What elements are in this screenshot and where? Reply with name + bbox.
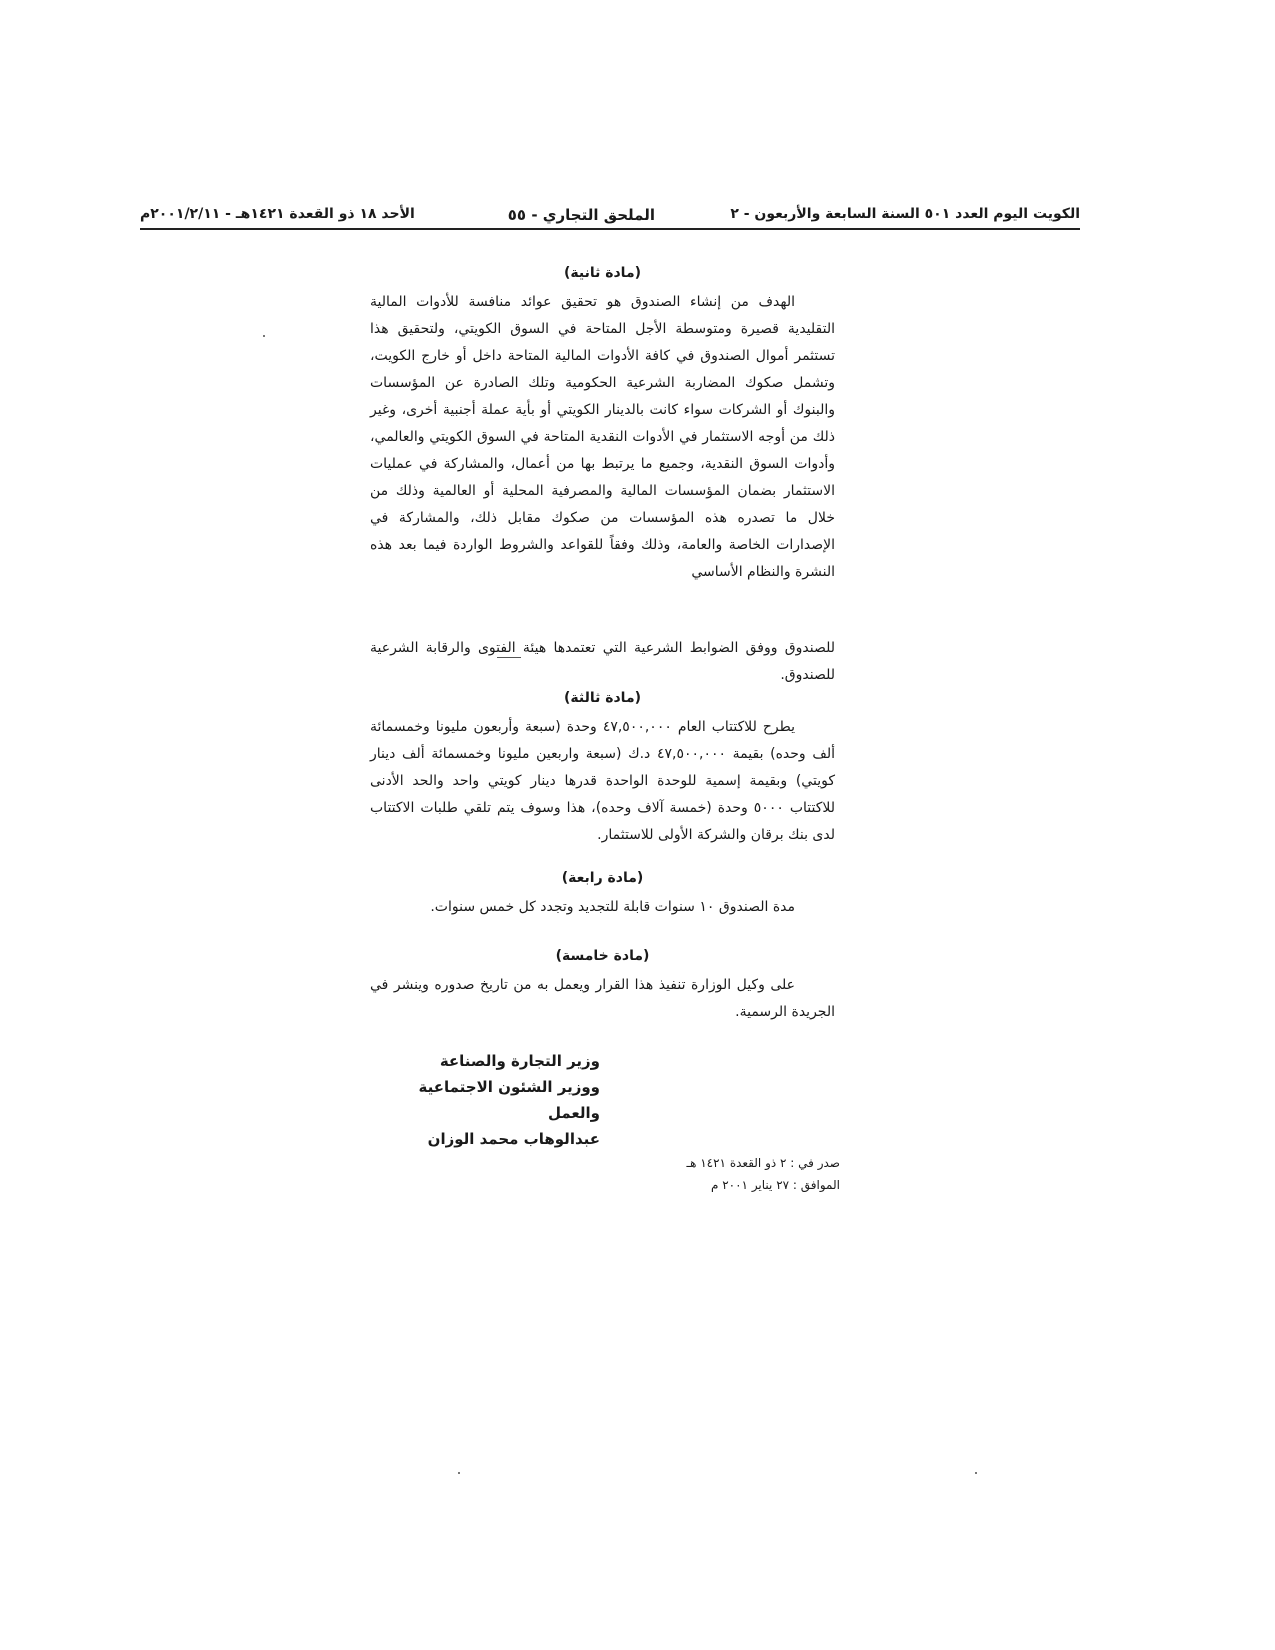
signature-name: عبدالوهاب محمد الوزان [427, 1130, 600, 1148]
signature-title-1: وزير التجارة والصناعة [439, 1052, 600, 1070]
signature-title-2: ووزير الشئون الاجتماعية والعمل [418, 1078, 600, 1122]
article-4-body [370, 894, 835, 921]
article-4-paragraph: مدة الصندوق ١٠ سنوات قابلة للتجديد وتجدد كل خمس سنوات. [430, 899, 795, 915]
article-2-continuation [370, 635, 835, 689]
scan-speck [458, 1472, 460, 1474]
header-supplement-title: الملحق التجاري - ٥٥ [507, 206, 655, 224]
signature-block [365, 1048, 600, 1152]
issue-date-hijri: صدر في : ٢ ذو القعدة ١٤٢١ هـ [686, 1156, 840, 1170]
article-5-paragraph: على وكيل الوزارة تنفيذ هذا القرار ويعمل به من تاريخ صدوره وينشر في الجريدة الرسمية. [370, 977, 835, 1020]
article-3-paragraph: يطرح للاكتتاب العام ٤٧,٥٠٠,٠٠٠ وحدة (سبعة وأربعون مليونا وخمسمائة ألف وحده) بقيمة ٤٧,٥٠٠,٠٠٠ د.ك (سبعة واربعين مليونا وخمسمائة ألف دينار كويتي) وبقيمة إسمية للوحدة الواحدة قدرها دينار كويتي واحد والحد الأدنى للاكتتاب ٥٠٠٠ وحدة (خمسة آلاف وحده)، هذا وسوف يتم تلقي طلبات الاكتتاب لدى بنك برقان والشركة الأولى للاستثمار. [370, 719, 835, 843]
scan-speck [263, 335, 265, 337]
article-2-paragraph-2: للصندوق ووفق الضوابط الشرعية التي تعتمدها هيئة الفتوى والرقابة الشرعية للصندوق. [370, 640, 835, 683]
article-5-heading: (مادة خامسة) [555, 948, 650, 964]
article-4-heading: (مادة رابعة) [561, 870, 644, 886]
article-3-body [370, 714, 835, 849]
article-2-heading: (مادة ثانية) [563, 265, 642, 281]
header-divider [140, 228, 1080, 230]
issue-date-block [640, 1152, 840, 1196]
article-2-body [370, 289, 835, 586]
article-3-heading: (مادة ثالثة) [563, 690, 642, 706]
article-5-body [370, 972, 835, 1026]
header-issue-info: الكويت اليوم العدد ٥٠١ السنة السابعة والأربعون - ٢ [730, 206, 1080, 222]
article-2-paragraph-1: الهدف من إنشاء الصندوق هو تحقيق عوائد منافسة للأدوات المالية التقليدية قصيرة ومتوسطة الأجل المتاحة في السوق الكويتي، ولتحقيق هذا تستثمر أموال الصندوق في كافة الأدوات المالية المتاحة داخل أو خارج الكويت، وتشمل صكوك المضاربة الشرعية الحكومية وتلك الصادرة عن المؤسسات والبنوك أو الشركات سواء كانت بالدينار الكويتي أو بأية عملة أجنبية أخرى، وغير ذلك من أوجه الاستثمار في الأدوات النقدية المتاحة في السوق الكويتي والعالمي، وأدوات السوق النقدية، وجميع ما يرتبط بها من أعمال، والمشاركة في عمليات الاستثمار بضمان المؤسسات المالية والمصرفية المحلية أو العالمية وذلك من خلال ما تصدره هذه المؤسسات من صكوك مقابل ذلك، والمشاركة في الإصدارات الخاصة والعامة، وذلك وفقاً للقواعد والشروط الواردة فيما بعد هذه النشرة والنظام الأساسي [370, 294, 835, 580]
issue-date-gregorian: الموافق : ٢٧ يناير ٢٠٠١ م [710, 1178, 840, 1192]
scan-speck [975, 1472, 977, 1474]
header-date: الأحد ١٨ ذو القعدة ١٤٢١هـ - ٢٠٠١/٢/١١م [140, 206, 415, 222]
